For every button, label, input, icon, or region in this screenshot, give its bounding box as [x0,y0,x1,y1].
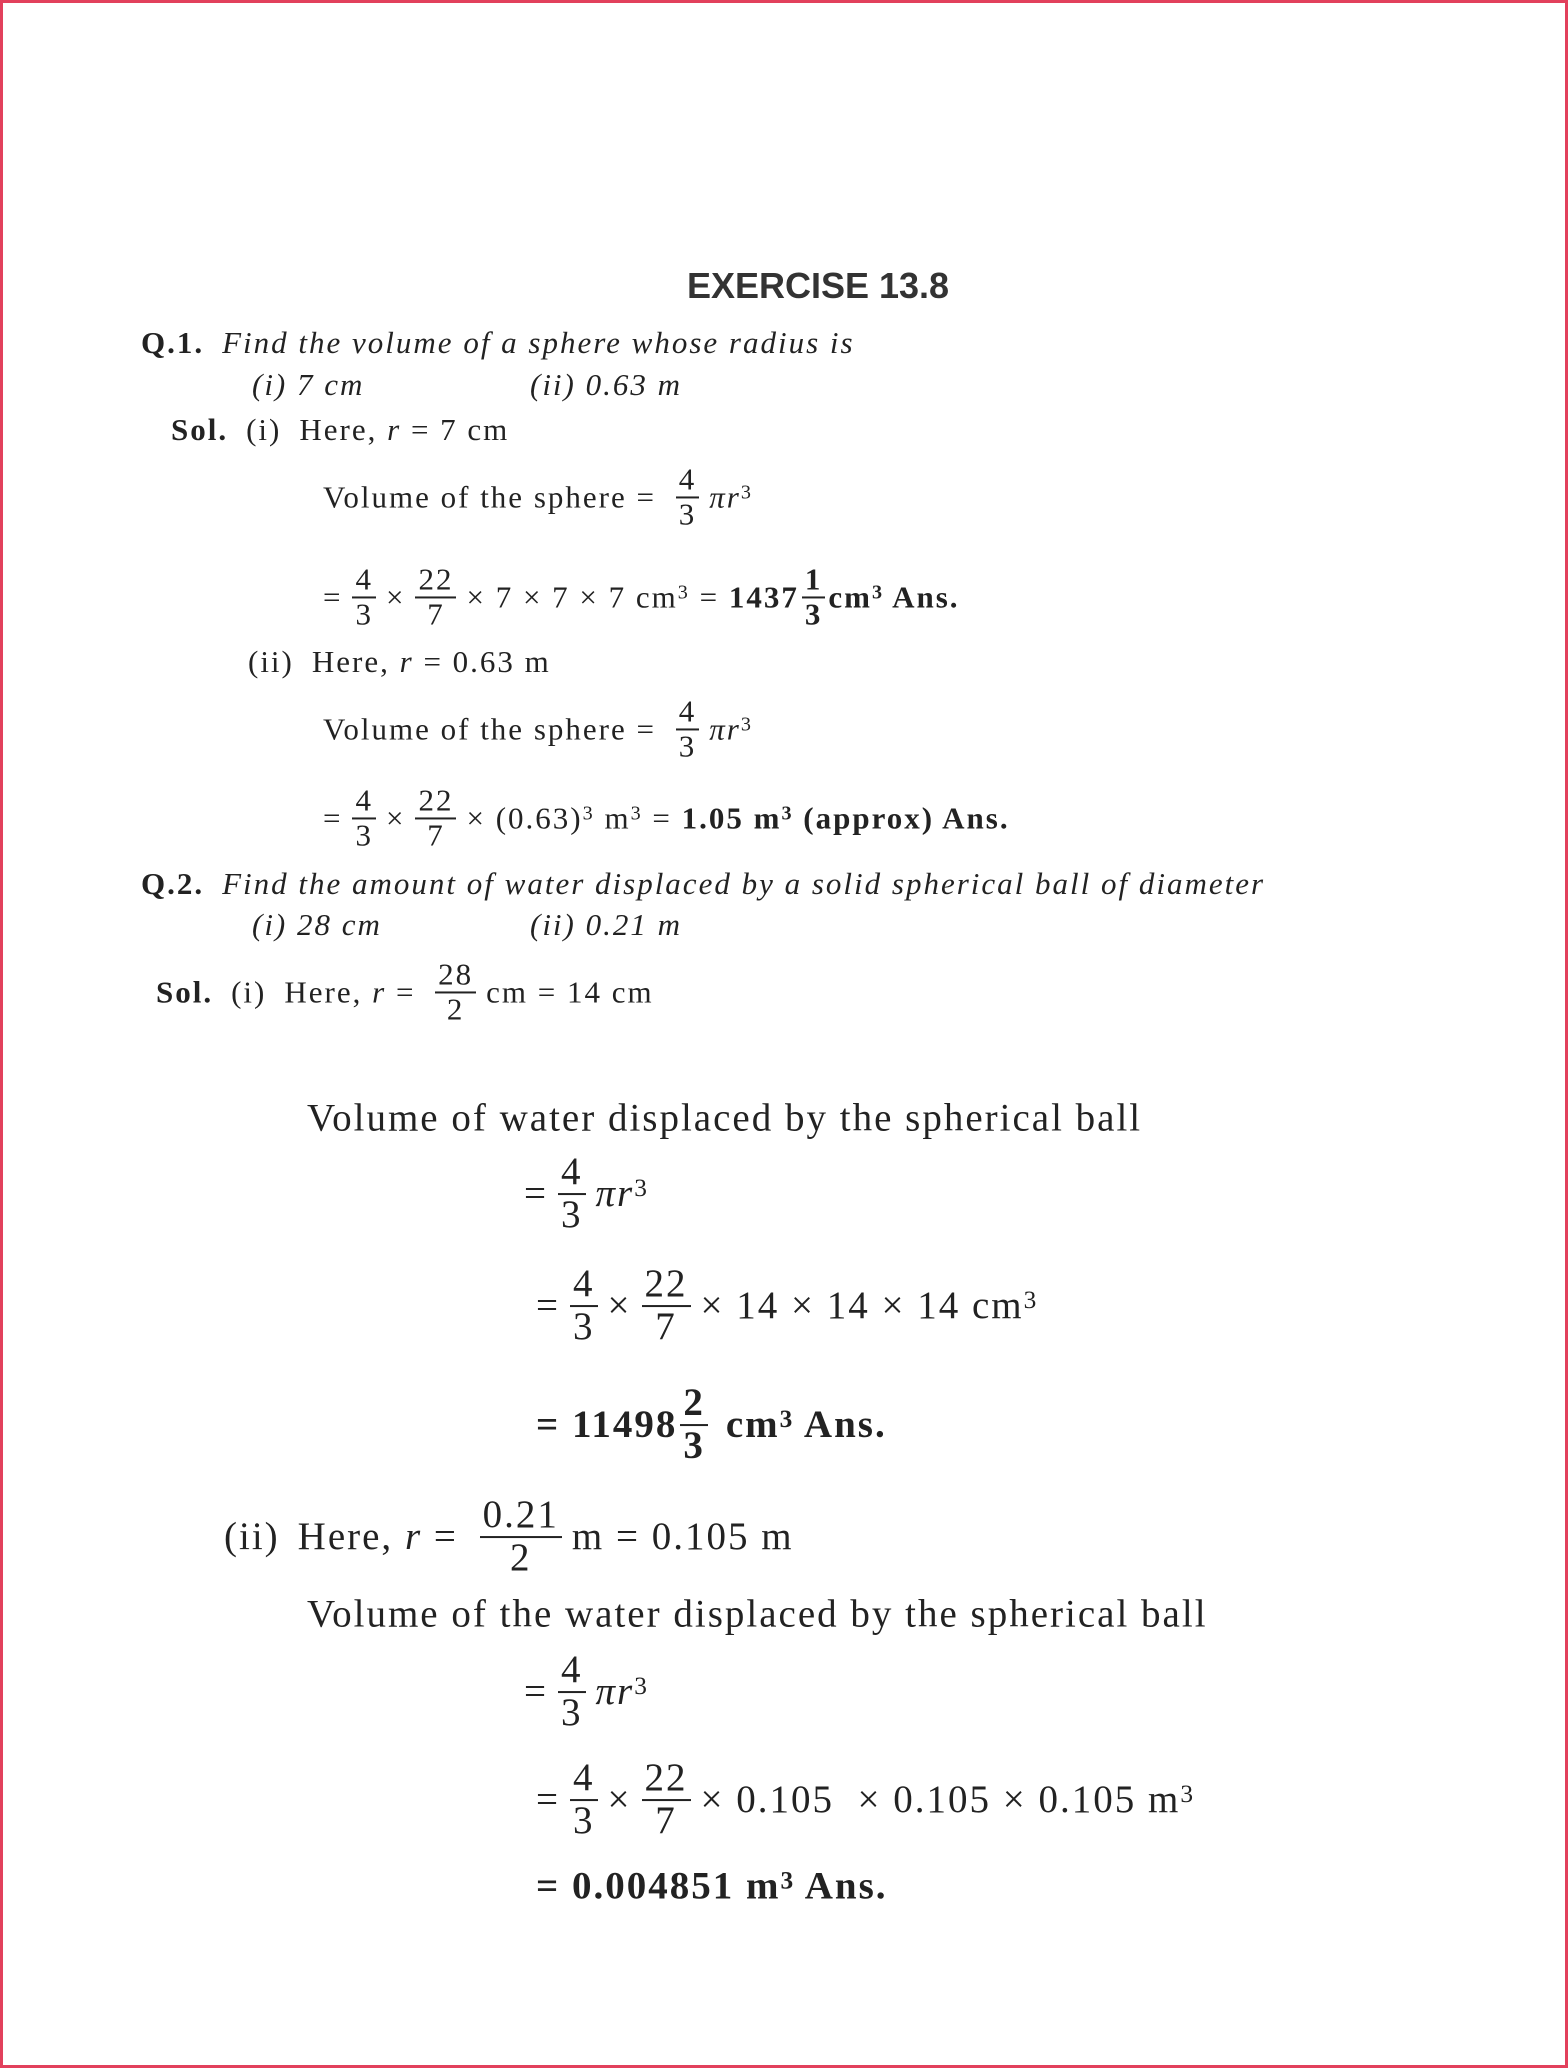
num: 4 [570,1758,598,1801]
exp: 3 [740,713,753,736]
num: 4 [570,1264,598,1307]
exp: 3 [1023,1286,1039,1315]
den: 3 [804,596,823,631]
answer: Ans. [884,579,960,614]
question-label: Q.1. [141,325,205,360]
volume-water-ii: Volume of the water displaced by the spherical ball [307,1592,1208,1636]
exp: 3 [740,481,753,504]
text: Here, [297,1515,405,1559]
text: × [607,1284,632,1328]
solution-2-i-given [156,958,654,1025]
sol-label: Sol. [171,412,229,447]
num: 22 [415,784,456,819]
formula-2-i [524,1152,649,1236]
num: 4 [558,1650,586,1693]
calc-2-ii [536,1758,1195,1842]
fraction [570,1758,598,1842]
exp: 3 [779,1405,795,1434]
answer: Ans. [794,1403,887,1447]
part-label: (ii) [248,644,294,679]
text: Here, [311,644,400,679]
var-r: r [404,1515,423,1559]
text: Here, [284,974,373,1009]
den: 7 [655,1799,677,1842]
den: 3 [573,1799,595,1842]
text: = [642,800,682,835]
question-1-option-ii: (ii) 0.63 m [530,367,683,402]
text: = [422,1515,470,1559]
text: × [385,800,406,835]
answer: = 11498 [536,1403,678,1447]
question-1 [141,325,855,361]
exp: 3 [634,1672,649,1701]
num: 4 [352,784,376,819]
fraction [802,563,826,630]
fraction [415,784,456,851]
exp: 3 [871,581,885,604]
text: πr [709,479,741,514]
text: = [536,1284,560,1328]
text: m = 0.105 m [571,1515,794,1559]
fraction [558,1650,586,1734]
num: 4 [676,463,700,498]
fraction [558,1152,586,1236]
den: 3 [355,596,373,631]
text: = [524,1670,548,1714]
text: = 0.63 m [413,644,551,679]
fraction [676,463,700,530]
calc-1-ii [323,784,1010,851]
den: 2 [446,991,465,1026]
exercise-title: EXERCISE 13.8 [686,265,950,306]
text: πr [595,1670,635,1714]
text: × 14 × 14 × 14 cm [700,1284,1024,1328]
volume-formula-1 [323,463,753,530]
exp: 3 [630,802,643,825]
num: 22 [642,1264,691,1307]
answer: 1.05 m [681,800,782,835]
solution-1-ii-given [248,644,551,680]
text: × [385,579,406,614]
question-text: Find the volume of a sphere whose radius is [222,325,855,360]
exp: 3 [677,581,690,604]
text: Volume of the sphere = [323,479,666,514]
answer-2-ii [536,1864,888,1909]
text: πr [709,711,741,746]
den: 3 [678,728,697,763]
volume-formula-2 [323,695,753,762]
fraction [435,958,476,1025]
answer: Ans. [795,1864,888,1908]
answer: cm [725,1403,780,1447]
answer: 1437 [728,579,799,614]
exp: 3 [780,1866,796,1895]
calc-2-i [536,1264,1038,1348]
den: 3 [561,1193,583,1236]
answer: = 0.004851 m [536,1864,781,1908]
fraction [352,563,376,630]
exp: 3 [634,1174,649,1203]
text: × 7 × 7 × 7 cm [466,579,678,614]
var-r: r [387,412,402,447]
num: 1 [802,563,826,598]
fraction [642,1264,691,1348]
var-r: r [399,644,414,679]
text: = [536,1778,560,1822]
part-label: (i) [231,974,267,1009]
text: Volume of the sphere = [323,711,666,746]
num: 28 [435,958,476,993]
text: × [607,1778,632,1822]
den: 7 [655,1305,677,1348]
den: 7 [427,596,445,631]
num: 22 [642,1758,691,1801]
part-label: (ii) [224,1515,280,1559]
den: 3 [561,1691,583,1734]
text: × 0.105 × 0.105 × 0.105 m [700,1778,1181,1822]
question-1-option-i: (i) 7 cm [252,367,365,402]
fraction [352,784,376,851]
fraction [570,1264,598,1348]
text: × (0.63) [466,800,583,835]
fraction [642,1758,691,1842]
question-2 [141,866,1265,902]
volume-water-i: Volume of water displaced by the spherical ball [307,1096,1143,1140]
exp: 3 [582,802,595,825]
text: Here, [299,412,388,447]
text: πr [595,1172,635,1216]
den: 3 [683,1424,705,1467]
num: 22 [415,563,456,598]
question-2-option-ii: (ii) 0.21 m [530,907,683,942]
solution-2-ii-given [224,1495,794,1579]
exp: 3 [1180,1780,1195,1809]
text: m [594,800,631,835]
num: 4 [676,695,700,730]
calc-1-i [323,563,960,630]
question-label: Q.2. [141,866,205,901]
den: 2 [510,1536,532,1579]
question-text: Find the amount of water displaced by a solid spherical ball of diameter [222,866,1266,901]
num: 4 [352,563,376,598]
var-r: r [372,974,387,1009]
text: = [524,1172,548,1216]
text: = 7 cm [401,412,510,447]
num: 0.21 [480,1495,562,1538]
den: 3 [355,817,373,852]
fraction [415,563,456,630]
formula-2-ii [524,1650,649,1734]
den: 3 [573,1305,595,1348]
text: = [386,974,426,1009]
fraction [480,1495,562,1579]
num: 2 [680,1383,708,1426]
fraction [680,1383,708,1467]
num: 4 [558,1152,586,1195]
question-2-option-i: (i) 28 cm [252,907,382,942]
answer: (approx) Ans. [793,800,1010,835]
text: cm = 14 cm [486,974,654,1009]
den: 3 [678,496,697,531]
answer-2-i [536,1383,887,1467]
den: 7 [427,817,445,852]
part-label: (i) [246,412,282,447]
text: = [323,579,343,614]
text: = [323,800,343,835]
text: = [689,579,729,614]
sol-label: Sol. [156,974,214,1009]
solution-1-i-given [171,412,509,448]
fraction [676,695,700,762]
answer: cm [828,579,872,614]
exp: 3 [781,802,794,825]
